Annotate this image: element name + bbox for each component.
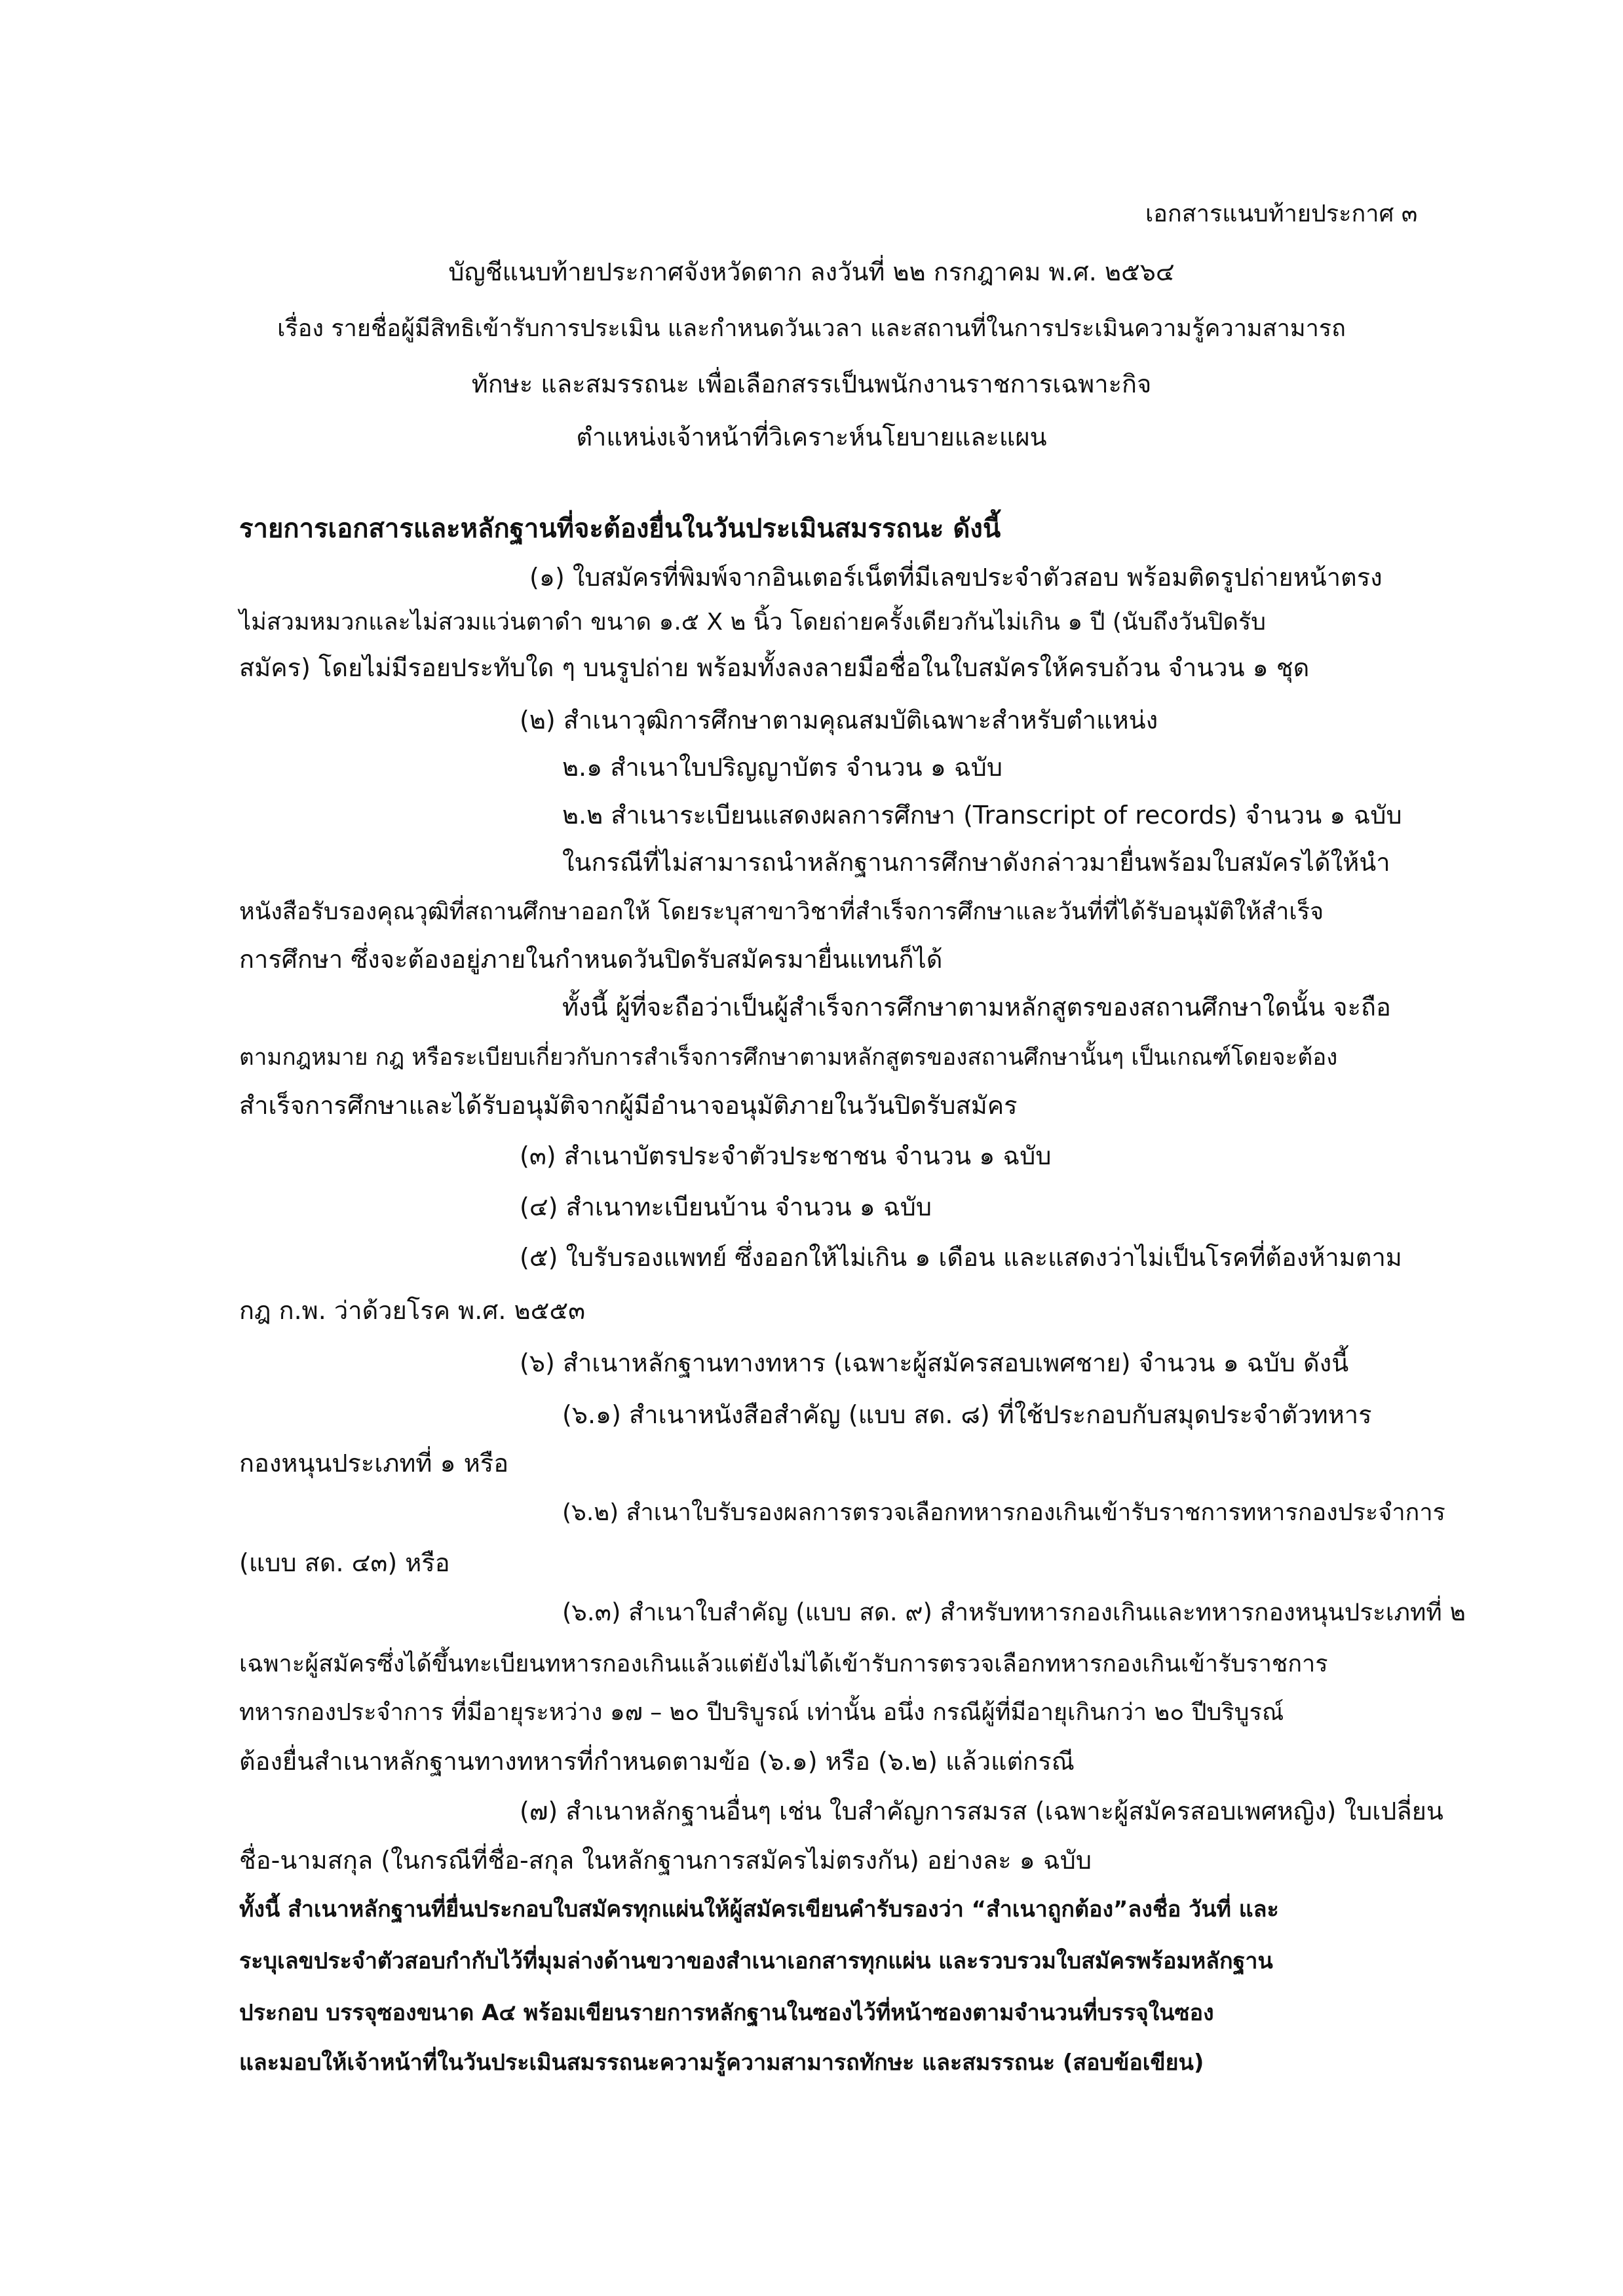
attachment-label: เอกสารแนบท้ายประกาศ ๓ xyxy=(1145,201,1418,227)
body-line: ตามกฎหมาย กฎ หรือระเบียบเกี่ยวกับการสำเร็จการศึกษาตามหลักสูตรของสถานศึกษานั้นๆ เป็นเกณฑ์โดยจะต้อง xyxy=(239,1044,1338,1071)
body-line: ในกรณีที่ไม่สามารถนำหลักฐานการศึกษาดังกล่าวมายื่นพร้อมใบสมัครได้ให้นำ xyxy=(562,848,1390,877)
section-heading: รายการเอกสารและหลักฐานที่จะต้องยื่นในวันประเมินสมรรถนะ ดังนี้ xyxy=(239,514,1001,544)
title-line-purpose: ทักษะ และสมรรถนะ เพื่อเลือกสรรเป็นพนักงานราชการเฉพาะกิจ xyxy=(471,370,1152,398)
body-line: เฉพาะผู้สมัครซึ่งได้ขึ้นทะเบียนทหารกองเกินแล้วแต่ยังไม่ได้เข้ารับการตรวจเลือกทหารกองเกินเข้ารับราชการ xyxy=(239,1651,1328,1677)
body-line: ชื่อ-นามสกุล (ในกรณีที่ชื่อ-สกุล ในหลักฐานการสมัครไม่ตรงกัน) อย่างละ ๑ ฉบับ xyxy=(239,1846,1092,1875)
body-line: สำเร็จการศึกษาและได้รับอนุมัติจากผู้มีอำนาจอนุมัติภายในวันปิดรับสมัคร xyxy=(239,1091,1018,1120)
body-line: (๕) ใบรับรองแพทย์ ซึ่งออกให้ไม่เกิน ๑ เดือน และแสดงว่าไม่เป็นโรคที่ต้องห้ามตาม xyxy=(520,1243,1402,1272)
closing-line: ระบุเลขประจำตัวสอบกำกับไว้ที่มุมล่างด้านขวาของสำเนาเอกสารทุกแผ่น และรวบรวมใบสมัครพร้อมหลักฐาน xyxy=(239,1948,1273,1974)
body-line: (๖.๒) สำเนาใบรับรองผลการตรวจเลือกทหารกองเกินเข้ารับราชการทหารกองประจำการ xyxy=(562,1499,1445,1526)
body-line: ๒.๒ สำเนาระเบียนแสดงผลการศึกษา (Transcript of records) จำนวน ๑ ฉบับ xyxy=(562,801,1402,830)
body-line: ทั้งนี้ ผู้ที่จะถือว่าเป็นผู้สำเร็จการศึกษาตามหลักสูตรของสถานศึกษาใดนั้น จะถือ xyxy=(562,993,1391,1022)
body-line: ไม่สวมหมวกและไม่สวมแว่นตาดำ ขนาด ๑.๕ X ๒ นิ้ว โดยถ่ายครั้งเดียวกันไม่เกิน ๑ ปี (นับถึงวันปิดรับ xyxy=(239,609,1267,636)
title-line-position: ตำแหน่งเจ้าหน้าที่วิเคราะห์นโยบายและแผน xyxy=(576,423,1047,451)
closing-line: ทั้งนี้ สำเนาหลักฐานที่ยื่นประกอบใบสมัครทุกแผ่นให้ผู้สมัครเขียนคำรับรองว่า “สำเนาถูกต้อง”ลงชื่อ วันที่ และ xyxy=(239,1896,1279,1923)
closing-line: ประกอบ บรรจุซองขนาด A๔ พร้อมเขียนรายการหลักฐานในซองไว้ที่หน้าซองตามจำนวนที่บรรจุในซอง xyxy=(239,2000,1214,2026)
body-line: (๓) สำเนาบัตรประจำตัวประชาชน จำนวน ๑ ฉบับ xyxy=(520,1141,1052,1170)
closing-line: และมอบให้เจ้าหน้าที่ในวันประเมินสมรรถนะความรู้ความสามารถทักษะ และสมรรถนะ (สอบข้อเขียน) xyxy=(239,2050,1204,2076)
body-line: (๑) ใบสมัครที่พิมพ์จากอินเตอร์เน็ตที่มีเลขประจำตัวสอบ พร้อมติดรูปถ่ายหน้าตรง xyxy=(529,563,1383,592)
body-line: (แบบ สด. ๔๓) หรือ xyxy=(239,1548,450,1577)
body-line: ๒.๑ สำเนาใบปริญญาบัตร จำนวน ๑ ฉบับ xyxy=(562,753,1003,782)
body-line: (๖.๑) สำเนาหนังสือสำคัญ (แบบ สด. ๘) ที่ใช้ประกอบกับสมุดประจำตัวทหาร xyxy=(562,1400,1372,1429)
body-line: (๔) สำเนาทะเบียนบ้าน จำนวน ๑ ฉบับ xyxy=(520,1193,932,1221)
title-line-subject: เรื่อง รายชื่อผู้มีสิทธิเข้ารับการประเมิน และกำหนดวันเวลา และสถานที่ในการประเมินความรู้ความสามารถ xyxy=(277,315,1346,342)
body-line: กฎ ก.พ. ว่าด้วยโรค พ.ศ. ๒๕๕๓ xyxy=(239,1296,586,1325)
body-line: ต้องยื่นสำเนาหลักฐานทางทหารที่กำหนดตามข้อ (๖.๑) หรือ (๖.๒) แล้วแต่กรณี xyxy=(239,1747,1075,1776)
body-line: (๗) สำเนาหลักฐานอื่นๆ เช่น ใบสำคัญการสมรส (เฉพาะผู้สมัครสอบเพศหญิง) ใบเปลี่ยน xyxy=(520,1797,1443,1826)
body-line: สมัคร) โดยไม่มีรอยประทับใด ๆ บนรูปถ่าย พร้อมทั้งลงลายมือชื่อในใบสมัครให้ครบถ้วน จำนวน ๑ ชุด xyxy=(239,653,1310,682)
body-line: (๖) สำเนาหลักฐานทางทหาร (เฉพาะผู้สมัครสอบเพศชาย) จำนวน ๑ ฉบับ ดังนี้ xyxy=(520,1349,1349,1377)
body-line: กองหนุนประเภทที่ ๑ หรือ xyxy=(239,1449,509,1478)
body-line: หนังสือรับรองคุณวุฒิที่สถานศึกษาออกให้ โดยระบุสาขาวิชาที่สำเร็จการศึกษาและวันที่ที่ได้รับอนุมัติให้สำเร็จ xyxy=(239,898,1324,925)
body-line: การศึกษา ซึ่งจะต้องอยู่ภายในกำหนดวันปิดรับสมัครมายื่นแทนก็ได้ xyxy=(239,945,943,974)
title-line-date: บัญชีแนบท้ายประกาศจังหวัดตาก ลงวันที่ ๒๒ กรกฎาคม พ.ศ. ๒๕๖๔ xyxy=(448,258,1175,286)
body-line: ทหารกองประจำการ ที่มีอายุระหว่าง ๑๗ – ๒๐ ปีบริบูรณ์ เท่านั้น อนึ่ง กรณีผู้ที่มีอายุเกินกว่า ๒๐ ปีบริบูรณ์ xyxy=(239,1699,1284,1726)
body-line: (๖.๓) สำเนาใบสำคัญ (แบบ สด. ๙) สำหรับทหารกองเกินและทหารกองหนุนประเภทที่ ๒ xyxy=(562,1598,1466,1626)
body-line: (๒) สำเนาวุฒิการศึกษาตามคุณสมบัติเฉพาะสำหรับตำแหน่ง xyxy=(520,706,1158,735)
